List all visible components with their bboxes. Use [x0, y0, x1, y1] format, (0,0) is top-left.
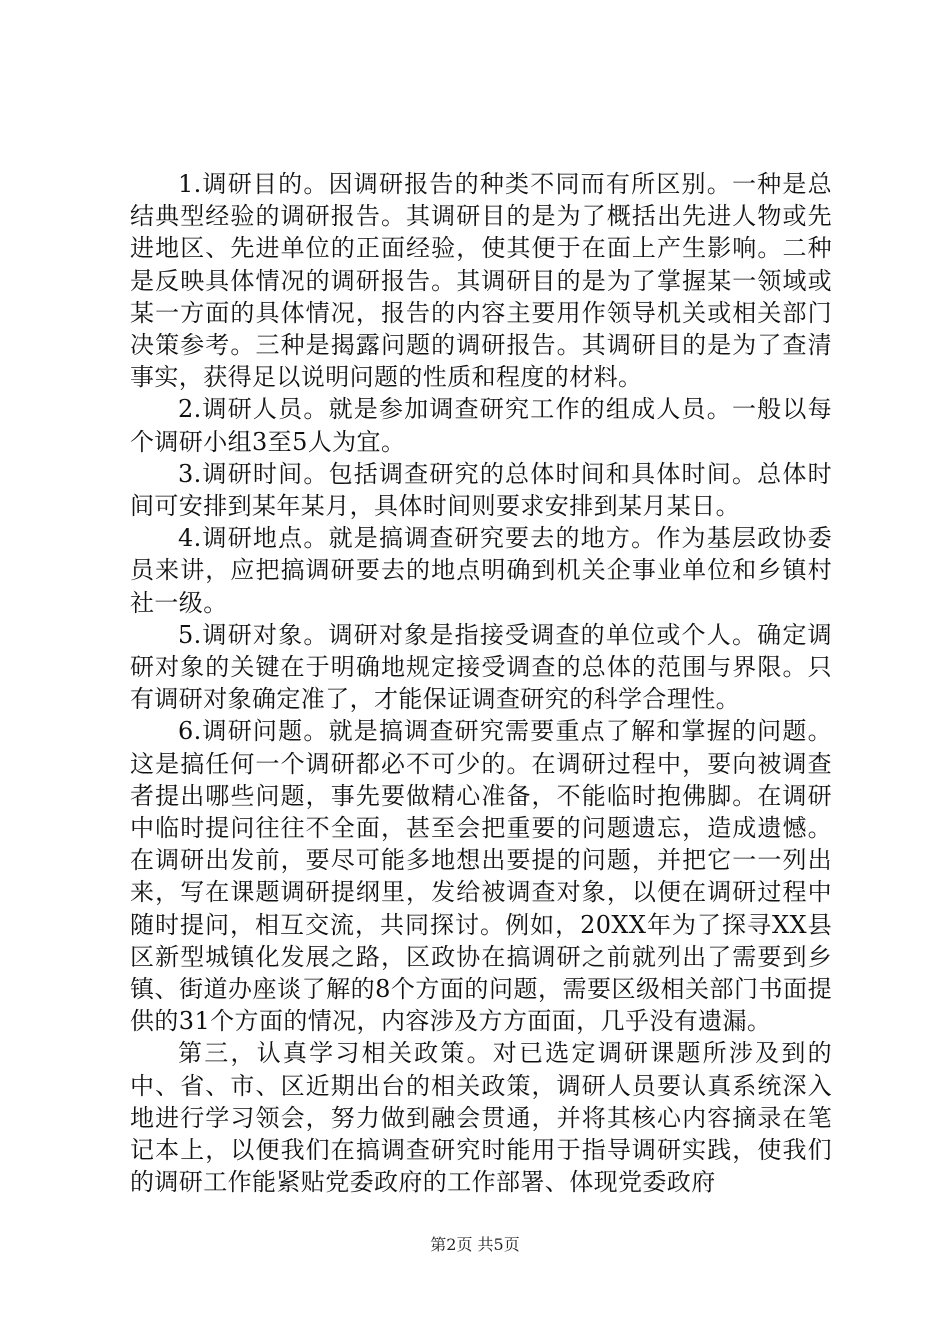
- page-number-footer: 第2页 共5页: [430, 1235, 520, 1254]
- paragraph-research-purpose: 1.调研目的。因调研报告的种类不同而有所区别。一种是总结典型经验的调研报告。其调研目的是为了概括出先进人物或先进地区、先进单位的正面经验，使其便于在面上产生影响。二种是反映具体情况的调研报告。其调研目的是为了掌握某一领域或某一方面的具体情况，报告的内容主要用作领导机关或相关部门决策参考。三种是揭露问题的调研报告。其调研目的是为了查清事实，获得足以说明问题的性质和程度的材料。: [130, 170, 832, 392]
- document-body: [130, 168, 832, 1199]
- paragraph-research-questions: 6.调研问题。就是搞调查研究需要重点了解和掌握的问题。这是搞任何一个调研都必不可少的。在调研过程中，要向被调查者提出哪些问题，事先要做精心准备，不能临时抱佛脚。在调研中临时提问往往不全面，甚至会把重要的问题遗忘，造成遗憾。在调研出发前，要尽可能多地想出要提的问题，并把它一一列出来，写在课题调研提纲里，发给被调查对象，以便在调研过程中随时提问，相互交流，共同探讨。例如，20XX年为了探寻XX县区新型城镇化发展之路，区政协在搞调研之前就列出了需要到乡镇、街道办座谈了解的8个方面的问题，需要区级相关部门书面提供的31个方面的情况，内容涉及方方面面，几乎没有遗漏。: [130, 717, 832, 1036]
- paragraph-research-time: 3.调研时间。包括调查研究的总体时间和具体时间。总体时间可安排到某年某月，具体时间则要求安排到某月某日。: [130, 459, 832, 521]
- paragraph-research-location: 4.调研地点。就是搞调查研究要去的地方。作为基层政协委员来讲，应把搞调研要去的地点明确到机关企事业单位和乡镇村社一级。: [130, 524, 832, 617]
- paragraph-research-personnel: 2.调研人员。就是参加调查研究工作的组成人员。一般以每个调研小组3至5人为宜。: [130, 395, 832, 456]
- paragraph-study-policies: 第三，认真学习相关政策。对已选定调研课题所涉及到的中、省、市、区近期出台的相关政策，调研人员要认真系统深入地进行学习领会，努力做到融会贯通，并将其核心内容摘录在笔记本上，以便我们在搞调查研究时能用于指导调研实践，使我们的调研工作能紧贴党委政府的工作部署、体现党委政府: [130, 1039, 832, 1197]
- paragraph-research-object: 5.调研对象。调研对象是指接受调查的单位或个人。确定调研对象的关键在于明确地规定接受调查的总体的范围与界限。只有调研对象确定准了，才能保证调查研究的科学合理性。: [130, 620, 832, 714]
